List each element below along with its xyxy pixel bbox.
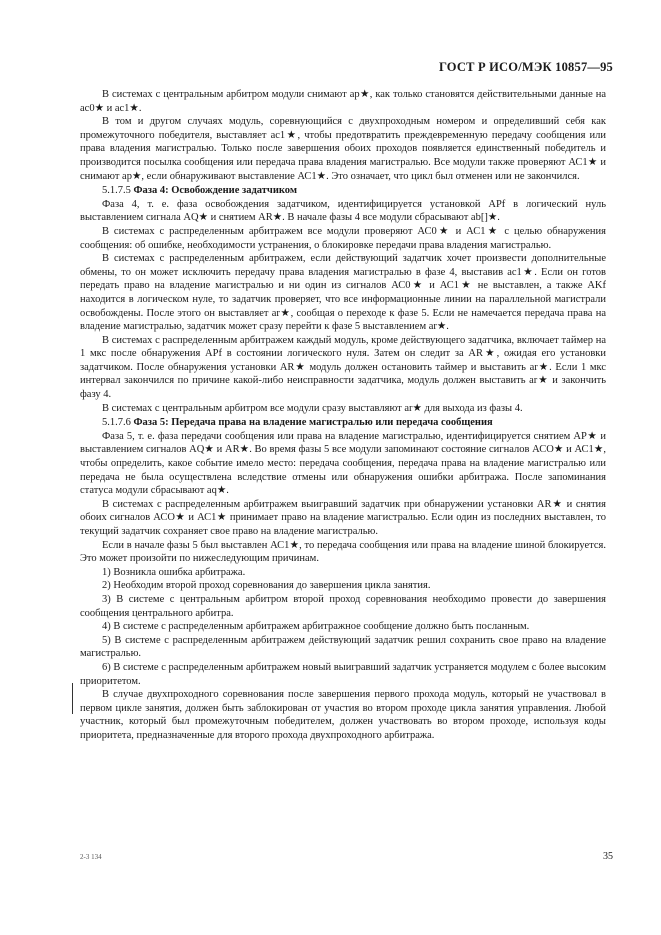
section-heading [80, 416, 606, 430]
paragraph: 6) В системе с распределенным арбитражем новый выигравший задатчик устраняется модулем с более высоким приоритетом. [80, 661, 606, 687]
paragraph: Если в начале фазы 5 был выставлен АС1★, то передача сообщения или права на владение шиной блокируется. Это может произойти по нижеследующим причинам. [80, 539, 606, 565]
paragraph: 1) Возникла ошибка арбитража. [102, 566, 246, 578]
paragraph: 3) В системе с центральным арбитром второй проход соревнования необходимо провести до завершения сообщения центрального арбитра. [80, 593, 606, 619]
paragraph: 5) В системе с распределенным арбитражем действующий задатчик решил сохранить свое право на владение магистралью. [80, 634, 606, 660]
paragraph: В системах с распределенным арбитражем каждый модуль, кроме действующего задатчика, включает таймер на 1 мкс после обнаружения APf в состоянии логического нуля. Затем он следит за AR★, ожидая его установки задатчиком. После обнаружения установки AR★ модуль должен остановить таймер и выставить ar★. Если 1 мкс интервал закончился по причине какой-либо неисправности задатчика, модуль должен выставить ar★ и закончить фазу 4. [80, 334, 606, 401]
paragraph: 2) Необходим второй проход соревнования до завершения цикла занятия. [102, 580, 431, 592]
paragraph: В системах с центральным арбитром все модули сразу выставляют ar★ для выхода из фазы 4. [102, 402, 523, 414]
document-body [80, 88, 606, 743]
section-title: Фаза 4: Освобождение задатчиком [133, 185, 297, 197]
paragraph: В системах с распределенным арбитражем, если действующий задатчик хочет произвести дополнительные обмены, то он может исключить передачу права владения магистралью в фазе 4, выставив ас1★. Если он готов передать право на владение магистралью и ни один из сигналов АС0★ и АС1★ не выставлен, а также AKf находится в логическом нуле, то задатчик проверяет, что все информационные линии на параллельной магистрали освобождены. После этого он выставляет ar★, сообщая о переходе к фазе 5. Если не намечается передача права на владение магистралью, задатчик может сразу перейти к фазе 5 выставлением ar★. [80, 253, 606, 333]
paragraph: В системах с центральным арбитром модули снимают ар★, как только становятся действительными данные на ас0★ и ас1★. [80, 89, 606, 114]
page-number: 35 [603, 851, 613, 862]
section-heading [80, 184, 606, 198]
footer-print-code: 2-3 134 [80, 853, 102, 861]
paragraph: В том и другом случаях модуль, соревнующийся с двухпроходным номером и определивший себя как промежуточного победителя, выставляет ас1★, чтобы предотвратить преждевременную передачу сообщения или права владения магистралью. Только после завершения обоих проходов появляется единственный победитель и производится посылка сообщения или передача права владения магистралью. Все модули также проверяют АС1★ и снимают ар★, если обнаруживают выставление АС1★. Это означает, что цикл был отменен или не закончился. [80, 116, 606, 182]
paragraph: Фаза 4, т. е. фаза освобождения задатчиком, идентифицируется установкой APf в логический нуль выставлением сигнала AQ★ и снятием AR★. В начале фазы 4 все модули сбрасывают ab[]★. [80, 198, 606, 224]
section-title: Фаза 5: Передача права на владение магистралью или передача сообщения [133, 417, 493, 429]
paragraph: Фаза 5, т. е. фаза передачи сообщения или права на владение магистралью, идентифицируется снятием АР★ и выставлением сигналов AQ★ и AR★. Во время фазы 5 все модули запоминают состояние сигналов АСО★ и АС1★, чтобы определить, какое событие имело место: передача сообщения, передача права на владение магистралью или передача не была осуществлена вследствие отмены или обнаружения ошибки арбитража. После запоминания статуса модули сбрасывают aq★. [80, 430, 606, 497]
standard-header: ГОСТ Р ИСО/МЭК 10857—95 [438, 60, 613, 74]
section-number: 5.1.7.6 [102, 417, 131, 429]
revision-margin-bar [72, 683, 73, 714]
paragraph: В системах с распределенным арбитражем выигравший задатчик при обнаружении установки AR★ и снятия обоих сигналов АСО★ и АС1★ принимает право на владение магистралью. Если один из последних выставлен, то текущий задатчик сохраняет свое право на владение магистралью. [80, 498, 606, 537]
paragraph: 4) В системе с распределенным арбитражем арбитражное сообщение должно быть посланным. [102, 621, 530, 633]
paragraph: В случае двухпроходного соревнования после завершения первого прохода модуль, который не участвовал в первом цикле занятия, должен быть заблокирован от участия во втором проходе цикла занятия управления. Любой участник, который был промежуточным победителем, должен участвовать во втором проходе, используя коды приоритета, предназначенные для второго прохода двухпроходного арбитража. [80, 689, 606, 741]
paragraph: В системах с распределенным арбитражем все модули проверяют АС0★ и АС1★ с целью обнаружения сообщения: об ошибке, необходимости устранения, о блокировке передачи права владения магистралью. [80, 225, 606, 251]
section-number: 5.1.7.5 [102, 185, 131, 197]
